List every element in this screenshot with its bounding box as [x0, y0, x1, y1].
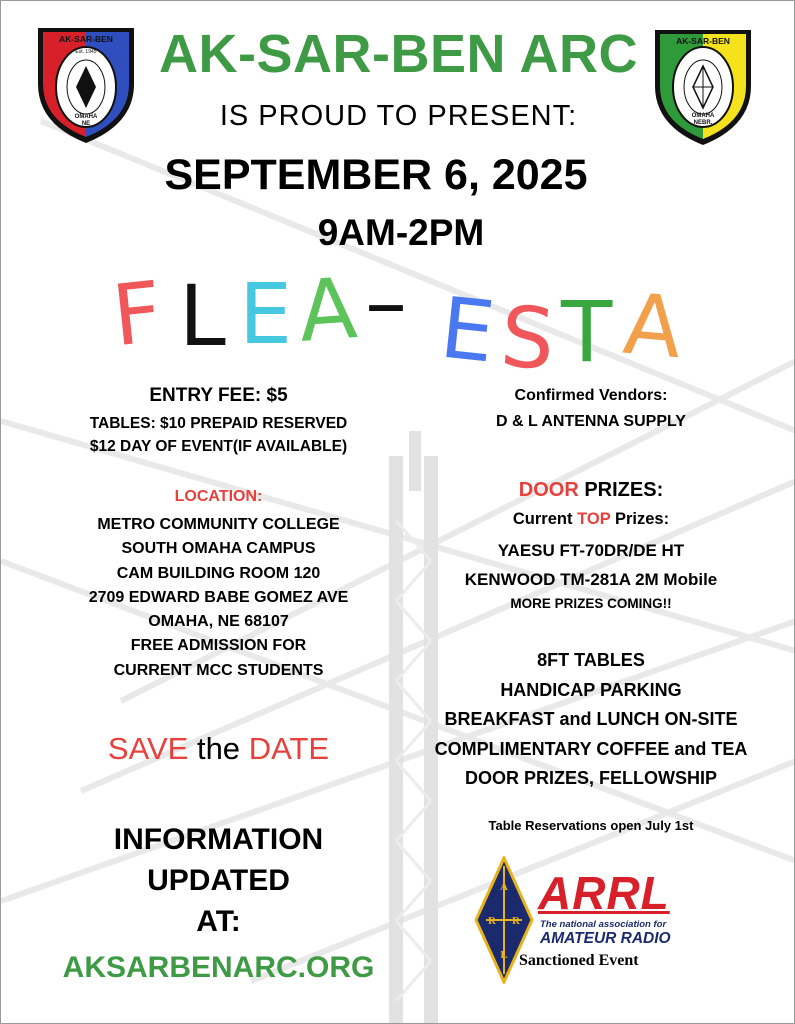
date-word: DATE: [248, 731, 330, 766]
location-line: CAM BUILDING ROOM 120: [116, 564, 321, 582]
prize-item: KENWOOD TM-281A 2M Mobile: [464, 570, 718, 589]
arrl-name: ARRL: [538, 867, 670, 919]
title-letter: F: [108, 262, 167, 366]
save-word: SAVE: [107, 731, 189, 766]
presents-line: IS PROUD TO PRESENT:: [219, 100, 578, 132]
location-line: FREE ADMISSION FOR: [130, 637, 307, 655]
info-line: INFORMATION: [113, 823, 324, 856]
title-letter: S: [497, 287, 558, 389]
prize-list: [396, 536, 786, 594]
amenity-item: 8FT TABLES: [537, 650, 645, 670]
tables-price-reserved: TABLES: $10 PREPAID RESERVED: [89, 415, 348, 432]
arrl-sanctioned: Sanctioned Event: [519, 952, 639, 969]
title-letter: E: [239, 265, 293, 363]
current-word: Current: [512, 510, 573, 528]
the-word: the: [196, 731, 241, 766]
save-the-date: [41, 731, 396, 767]
title-letter: A: [295, 259, 360, 361]
title-letter: A: [619, 274, 686, 378]
reservations-note: Table Reservations open July 1st: [488, 818, 694, 833]
door-word: DOOR: [518, 479, 579, 501]
title-letter: E: [436, 278, 500, 382]
arrl-logo: [474, 856, 714, 986]
svg-text:AK-SAR-BEN: AK-SAR-BEN: [676, 36, 730, 46]
arrl-tagline: The national association for: [540, 919, 667, 930]
club-logo-left: [34, 22, 138, 146]
svg-text:OMAHA: OMAHA: [74, 114, 98, 120]
amenities-list: [396, 646, 786, 794]
svg-text:OMAHA: OMAHA: [691, 113, 715, 119]
website-link[interactable]: AKSARBENARC.ORG: [62, 951, 375, 984]
location-label: LOCATION:: [174, 488, 263, 505]
door-prizes-heading: [396, 479, 786, 502]
amenity-item: COMPLIMENTARY COFFEE and TEA: [434, 738, 748, 759]
location-line: SOUTH OMAHA CAMPUS: [121, 540, 316, 558]
info-line: UPDATED: [147, 864, 290, 897]
location-line: 2709 EDWARD BABE GOMEZ AVE: [88, 588, 349, 606]
location-line: METRO COMMUNITY COLLEGE: [97, 516, 340, 533]
prizes-label: Prizes:: [615, 510, 670, 528]
more-prizes: MORE PRIZES COMING!!: [510, 596, 672, 611]
prizes-word: PRIZES:: [584, 479, 664, 501]
arrl-subtitle: AMATEUR RADIO: [540, 930, 671, 947]
svg-text:A: A: [500, 881, 508, 893]
vendors-label: Confirmed Vendors:: [514, 387, 668, 404]
location-line: OMAHA, NE 68107: [148, 613, 289, 631]
vendor-item: D & L ANTENNA SUPPLY: [496, 413, 686, 430]
svg-text:Est. 1945: Est. 1945: [75, 49, 97, 55]
svg-text:AK-SAR-BEN: AK-SAR-BEN: [59, 34, 113, 44]
svg-text:NE: NE: [81, 121, 91, 127]
event-time: 9AM-2PM: [317, 212, 485, 253]
location-block: [41, 513, 396, 683]
title-letter: T: [561, 283, 613, 381]
info-line: AT:: [196, 905, 241, 938]
svg-text:L: L: [500, 949, 508, 961]
club-logo-right: [651, 24, 755, 148]
top-word: TOP: [577, 510, 611, 528]
svg-text:NEBR.: NEBR.: [693, 120, 713, 126]
entry-fee: ENTRY FEE: $5: [149, 385, 288, 406]
svg-text:R: R: [512, 915, 520, 927]
current-top-prizes: [396, 510, 786, 529]
prize-item: YAESU FT-70DR/DE HT: [497, 541, 685, 560]
title-letter: –: [365, 253, 407, 351]
location-line: CURRENT MCC STUDENTS: [113, 661, 324, 679]
event-title: [1, 253, 795, 389]
svg-text:R: R: [488, 915, 496, 927]
amenity-item: DOOR PRIZES, FELLOWSHIP: [464, 768, 717, 788]
amenity-item: HANDICAP PARKING: [500, 679, 682, 700]
event-date: SEPTEMBER 6, 2025: [164, 151, 588, 199]
amenity-item: BREAKFAST and LUNCH ON-SITE: [444, 709, 738, 729]
title-letter: L: [179, 267, 226, 365]
tables-price-day: $12 DAY OF EVENT(IF AVAILABLE): [89, 438, 348, 455]
club-name: AK-SAR-BEN ARC: [159, 24, 638, 84]
info-heading: [41, 819, 396, 942]
